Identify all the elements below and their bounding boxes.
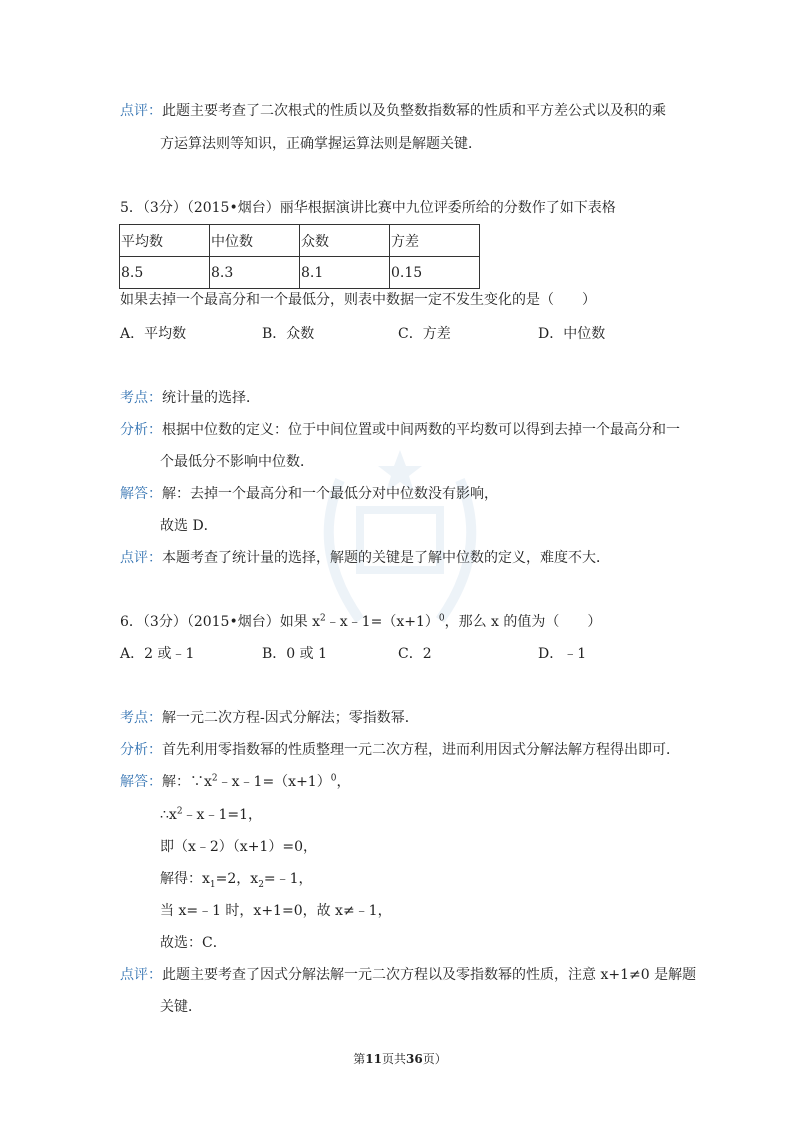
q6-option-d: D．﹣1	[538, 646, 587, 662]
q6-jieda-part: 解得：x	[160, 871, 210, 887]
q5-jieda-line1: 解：去掉一个最高分和一个最低分对中位数没有影响，	[162, 486, 498, 502]
q6-option-b: B．0 或 1	[262, 646, 328, 662]
q5-dianping	[120, 548, 610, 568]
q5-fenxi	[120, 420, 680, 440]
q4-comment-line1: 此题主要考查了二次根式的性质以及负整数指数幂的性质和平方差公式以及积的乘	[162, 103, 666, 119]
q6-option-a: A．2 或﹣1	[120, 646, 195, 662]
q6-stem	[120, 612, 601, 632]
q6-jieda-part: =﹣1，	[263, 871, 313, 887]
q5-fenxi-line1: 根据中位数的定义：位于中间位置或中间两数的平均数可以得到去掉一个最高分和一	[162, 422, 680, 438]
q6-jieda-sup: 0	[330, 773, 337, 784]
table-header-cell: 方差	[390, 225, 480, 257]
table-cell: 8.5	[120, 257, 210, 289]
label-dianping: 点评：	[120, 103, 162, 119]
current-page-number: 11	[365, 1052, 382, 1066]
q5-dianping-text: 本题考查了统计量的选择，解题的关键是了解中位数的定义，难度不大．	[162, 550, 610, 566]
q5-fenxi-line2: 个最低分不影响中位数．	[160, 454, 314, 470]
q6-jieda-part: 解：∵x	[162, 774, 212, 790]
label-jieda: 解答：	[120, 774, 162, 790]
q6-stem-sup: 0	[438, 613, 445, 624]
table-header-cell: 众数	[300, 225, 390, 257]
q6-dianping-line2: 关键．	[160, 999, 202, 1015]
table-cell: 0.15	[390, 257, 480, 289]
label-dianping: 点评：	[120, 550, 162, 566]
q6-stem-part: ，那么 x 的值为（ ）	[444, 614, 602, 630]
q6-jieda-part: =2，x	[215, 871, 259, 887]
q5-jieda-line2: 故选 D．	[160, 518, 218, 534]
q6-jieda-sup: 2	[211, 773, 218, 784]
table-cell: 8.1	[300, 257, 390, 289]
label-fenxi: 分析：	[120, 742, 162, 758]
label-jieda: 解答：	[120, 486, 162, 502]
q5-kaodian-text: 统计量的选择．	[162, 390, 260, 406]
q6-dianping-line1: 此题主要考查了因式分解法解一元二次方程以及零指数幂的性质，注意 x+1≠0 是解题	[162, 967, 697, 983]
footer-text: 页）	[422, 1052, 447, 1066]
q6-stem-part: ﹣x﹣1=（x+1）	[325, 614, 439, 630]
q4-comment-line2: 方运算法则等知识，正确掌握运算法则是解题关键．	[160, 136, 482, 152]
q6-stem-sup: 2	[320, 613, 326, 624]
table-row	[120, 257, 480, 289]
q6-jieda-part: ﹣x﹣1=1，	[182, 807, 262, 823]
label-kaodian: 考点：	[120, 710, 162, 726]
q6-jieda-line3: 即（x﹣2）（x+1）=0，	[160, 839, 317, 855]
q6-fenxi-text: 首先利用零指数幂的性质整理一元二次方程，进而利用因式分解法解方程得出即可．	[162, 742, 680, 758]
q5-option-d: D．中位数	[538, 326, 606, 342]
table-header-cell: 平均数	[120, 225, 210, 257]
table-cell: 8.3	[210, 257, 300, 289]
q6-jieda-line5: 当 x=﹣1 时，x+1=0，故 x≠﹣1，	[160, 903, 392, 919]
q5-option-c: C．方差	[398, 326, 451, 342]
q5-jieda	[120, 484, 498, 504]
q6-jieda-line4	[160, 869, 313, 889]
table-row	[120, 225, 480, 257]
label-kaodian: 考点：	[120, 390, 162, 406]
q6-jieda	[120, 772, 350, 792]
table-header-cell: 中位数	[210, 225, 300, 257]
q5-option-b: B．众数	[262, 326, 315, 342]
q6-fenxi	[120, 740, 680, 760]
q6-jieda-sup: 2	[176, 806, 183, 817]
q5-stem: 5．（3分）（2015•烟台）丽华根据演讲比赛中九位评委所给的分数作了如下表格	[120, 200, 616, 216]
q5-question: 如果去掉一个最高分和一个最低分，则表中数据一定不发生变化的是（ ）	[120, 292, 596, 308]
q6-jieda-part: ∴x	[160, 807, 177, 823]
q6-jieda-part: ﹣x﹣1=（x+1）	[217, 774, 331, 790]
q6-jieda-part: ，	[336, 774, 351, 790]
total-pages-number: 36	[406, 1052, 423, 1066]
footer-text: 第	[353, 1052, 366, 1066]
q5-score-table	[119, 224, 480, 289]
q4-comment	[120, 101, 666, 121]
q6-stem-part: 6．（3分）（2015•烟台）如果 x	[120, 614, 321, 630]
q6-jieda-line2	[160, 805, 262, 825]
q6-jieda-line6: 故选：C．	[160, 935, 227, 951]
q5-option-a: A．平均数	[120, 326, 187, 342]
footer-text: 页共	[381, 1052, 406, 1066]
q6-kaodian	[120, 708, 419, 728]
q6-kaodian-text: 解一元二次方程-因式分解法；零指数幂．	[162, 710, 419, 726]
q6-option-c: C．2	[398, 646, 432, 662]
label-fenxi: 分析：	[120, 422, 162, 438]
label-dianping: 点评：	[120, 967, 162, 983]
q5-kaodian	[120, 388, 260, 408]
page-footer	[0, 1050, 800, 1067]
q6-jieda-sub: 2	[258, 879, 264, 890]
q6-jieda-sub: 1	[209, 879, 216, 890]
q6-dianping	[120, 965, 696, 985]
